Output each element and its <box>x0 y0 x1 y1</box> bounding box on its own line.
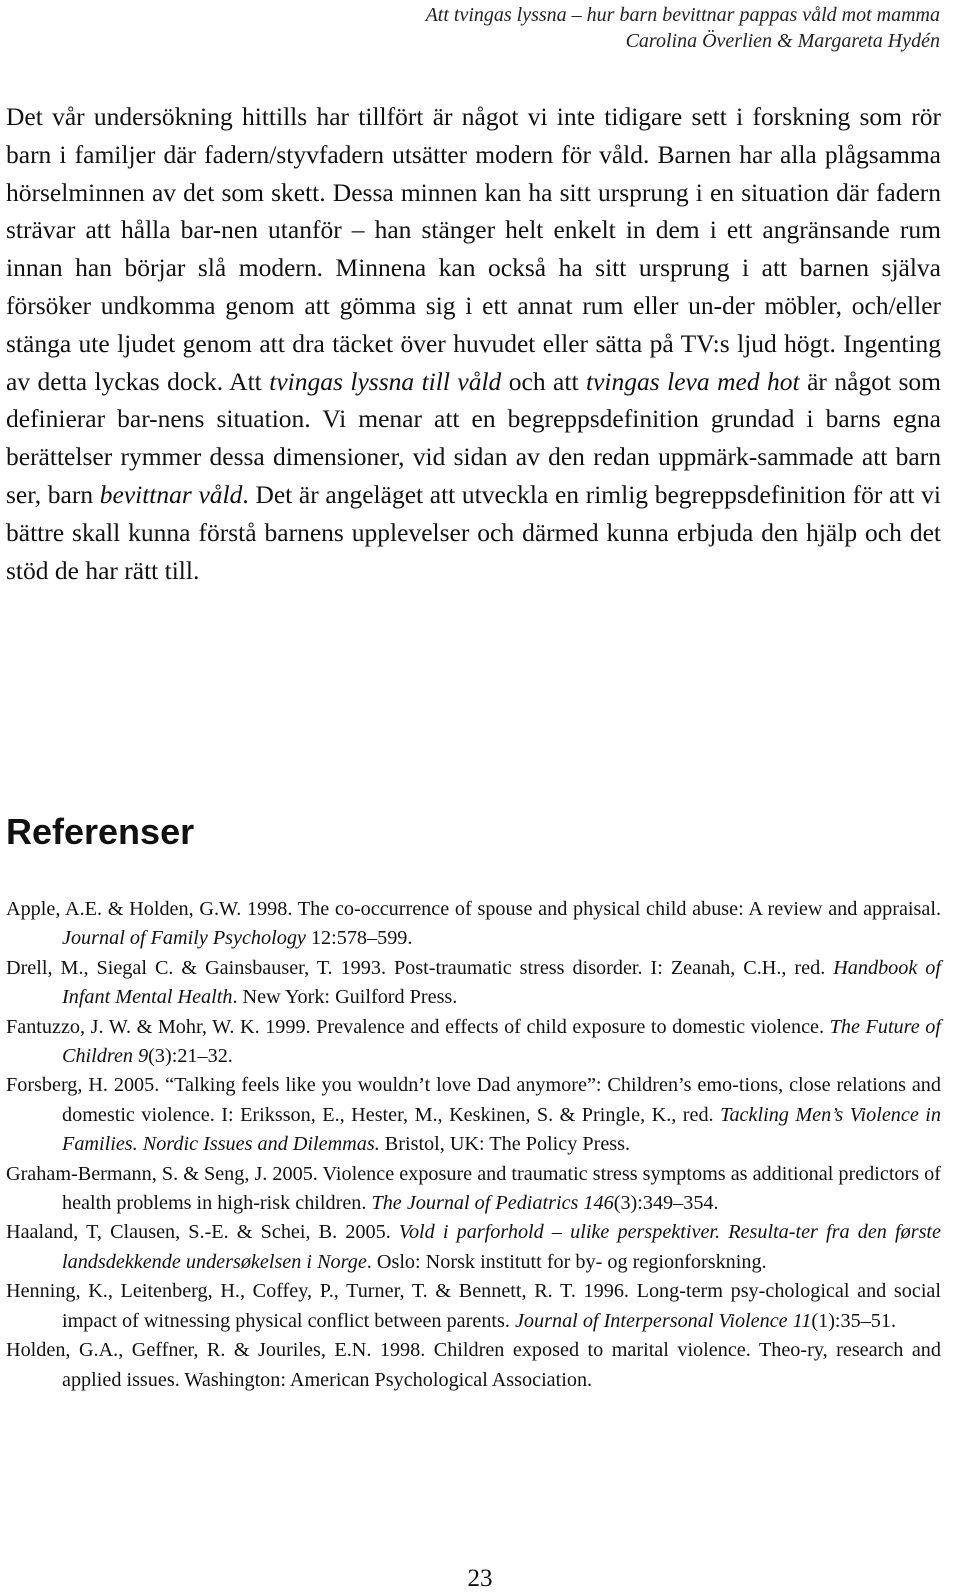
running-header-authors: Carolina Överlien & Margareta Hydén <box>625 30 940 52</box>
reference-item: Graham-Bermann, S. & Seng, J. 2005. Violence exposure and traumatic stress symptoms as additional predictors of health problems in high-risk children. The Journal of Pediatrics 146(3):349–354. <box>6 1162 941 1215</box>
emphasis: bevittnar våld <box>99 479 243 509</box>
running-header-title: Att tvingas lyssna – hur barn bevittnar pappas våld mot mamma <box>425 4 940 26</box>
page-number: 23 <box>467 1565 493 1592</box>
reference-list <box>6 895 941 1395</box>
body-text <box>6 98 941 589</box>
emphasis: tvingas leva med hot <box>586 366 800 396</box>
reference-item: Henning, K., Leitenberg, H., Coffey, P., Turner, T. & Bennett, R. T. 1996. Long-term psy-chological and social impact of witnessing physical conflict between parents. Journal of Interpersonal Violence 11(1):35–51. <box>6 1280 941 1332</box>
reference-item: Apple, A.E. & Holden, G.W. 1998. The co-occurrence of spouse and physical child abuse: A review and appraisal. Journal of Family Psychology 12:578–599. <box>6 898 941 950</box>
body-paragraph: Det vår undersökning hittills har tillfört är något vi inte tidigare sett i forskning som rör barn i familjer där fadern/styvfadern utsätter modern för våld. Barnen har alla plågsamma hörselminnen av det som skett. Dessa minnen kan ha sitt ursprung i en situation där fadern strävar att hålla bar-nen utanför – han stänger helt enkelt in dem i ett angränsande rum innan han börjar slå modern. Minnena kan också ha sitt ursprung i att barnen själva försöker undkomma genom att gömma sig i ett annat rum eller un-der möbler, och/eller stänga ute ljudet genom att dra täcket över huvudet eller sätta på TV:s ljud högt. Ingenting av detta lyckas dock. Att tvingas lyssna till våld och att tvingas leva med hot är något som definierar bar-nens situation. Vi menar att en begreppsdefinition grundad i barns egna berättelser rymmer dessa dimensioner, vid sidan av den redan uppmärk-sammade att barn ser, barn bevittnar våld. Det är angeläget att utveckla en rimlig begreppsdefinition för att vi bättre skall kunna förstå barnens upplevelser och därmed kunna erbjuda den hjälp och det stöd de har rätt till. <box>6 102 941 585</box>
reference-item: Forsberg, H. 2005. “Talking feels like you wouldn’t love Dad anymore”: Children’s emo-tions, close relations and domestic violence. I: Eriksson, E., Hester, M., Keskinen, S. & Pringle, K., red. Tackling Men’s Violence in Families. Nordic Issues and Dilemmas. Bristol, UK: The Policy Press. <box>6 1074 941 1156</box>
running-header <box>426 2 940 54</box>
reference-item: Fantuzzo, J. W. & Mohr, W. K. 1999. Prevalence and effects of child exposure to domestic violence. The Future of Children 9(3):21–32. <box>6 1015 941 1068</box>
reference-item: Holden, G.A., Geffner, R. & Jouriles, E.N. 1998. Children exposed to marital violence. Theo-ry, research and applied issues. Washington: American Psychological Association. <box>6 1339 941 1391</box>
reference-item: Haaland, T, Clausen, S.-E. & Schei, B. 2005. Vold i parforhold – ulike perspektiver. Resulta-ter fra den første landsdekkende undersøkelsen i Norge. Oslo: Norsk institutt for by- og regionforskning. <box>6 1221 941 1273</box>
reference-item: Drell, M., Siegal C. & Gainsbauser, T. 1993. Post-traumatic stress disorder. I: Zeanah, C.H., red. Handbook of Infant Mental Health. New York: Guilford Press. <box>6 956 941 1009</box>
references-heading: Referenser <box>6 811 195 852</box>
emphasis: tvingas lyssna till våld <box>269 366 502 396</box>
